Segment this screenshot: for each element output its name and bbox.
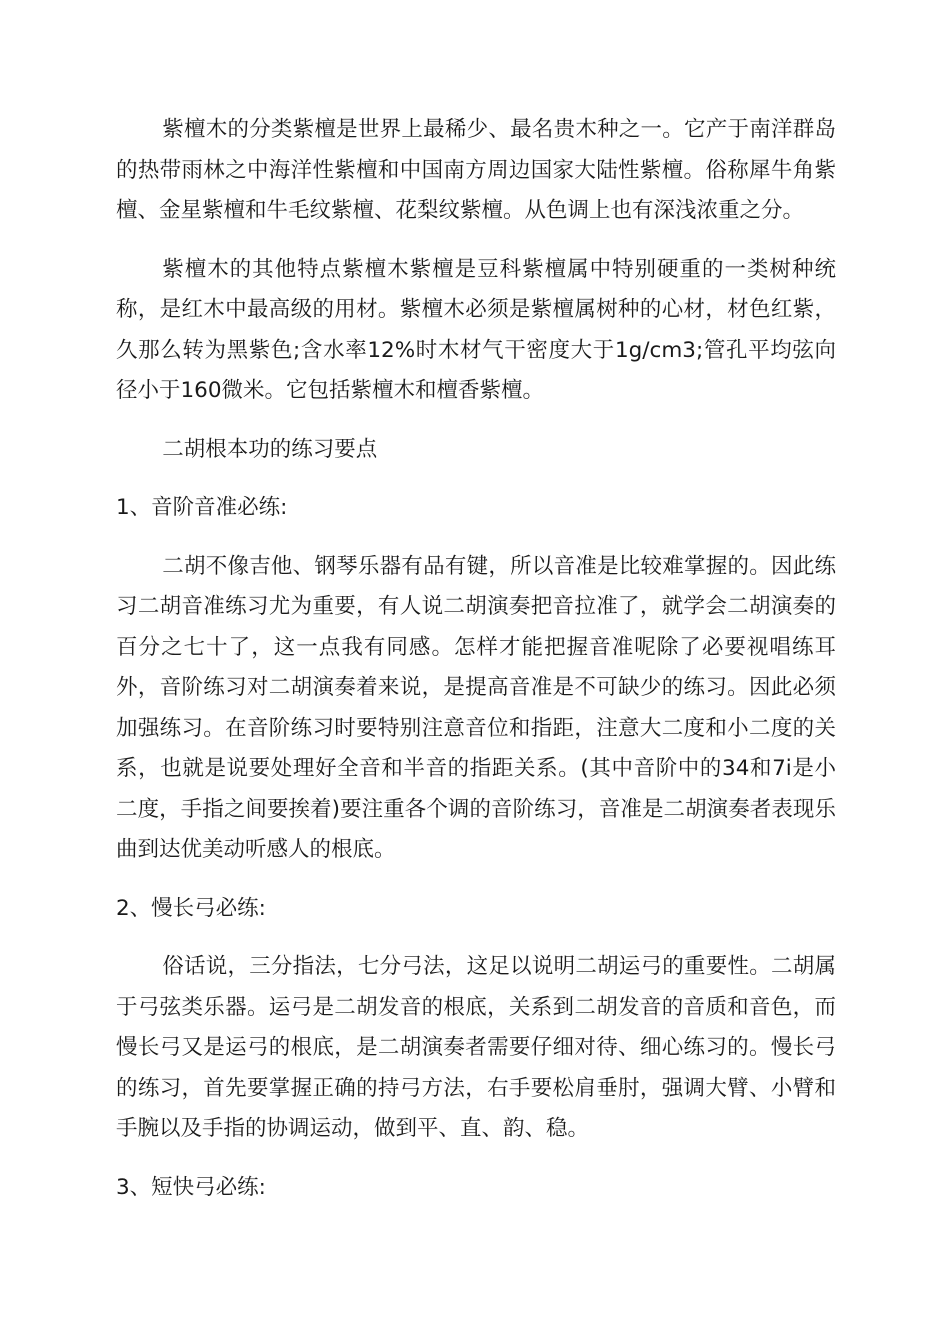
paragraph-scale-intonation: 二胡不像吉他、钢琴乐器有品有键，所以音准是比较难掌握的。因此练习二胡音准练习尤为重要，有人说二胡演奏把音拉准了，就学会二胡演奏的百分之七十了，这一点我有同感。怎样才能把握音准呢除了必要视唱练耳外，音阶练习对二胡演奏着来说，是提高音准是不可缺少的练习。因此必须加强练习。在音阶练习时要特别注意音位和指距，注意大二度和小二度的关系，也就是说要处理好全音和半音的指距关系。(其中音阶中的34和7i是小二度，手指之间要挨着)要注重各个调的音阶练习，音准是二胡演奏者表现乐曲到达优美动听感人的根底。 bbox=[116, 553, 836, 862]
paragraph-slow-long-bow: 俗话说，三分指法，七分弓法，这足以说明二胡运弓的重要性。二胡属于弓弦类乐器。运弓是二胡发音的根底，关系到二胡发音的音质和音色，而慢长弓又是运弓的根底，是二胡演奏者需要仔细对待、细心练习的。慢长弓的练习，首先要掌握正确的持弓方法，右手要松肩垂肘，强调大臂、小臂和手腕以及手指的协调运动，做到平、直、韵、稳。 bbox=[116, 954, 836, 1141]
document-body bbox=[116, 110, 836, 1226]
heading-scale-intonation: 1、音阶音准必练: bbox=[116, 495, 288, 520]
paragraph-rosewood-classification: 紫檀木的分类紫檀是世界上最稀少、最名贵木种之一。它产于南洋群岛的热带雨林之中海洋性紫檀和中国南方周边国家大陆性紫檀。俗称犀牛角紫檀、金星紫檀和牛毛纹紫檀、花梨纹紫檀。从色调上也有深浅浓重之分。 bbox=[116, 117, 836, 223]
paragraph-rosewood-features: 紫檀木的其他特点紫檀木紫檀是豆科紫檀属中特别硬重的一类树种统称，是红木中最高级的用材。紫檀木必须是紫檀属树种的心材，材色红紫，久那么转为黑紫色;含水率12%时木材气干密度大于1g/cm3;管孔平均弦向径小于160微米。它包括紫檀木和檀香紫檀。 bbox=[116, 256, 836, 403]
heading-slow-long-bow: 2、慢长弓必练: bbox=[116, 895, 266, 921]
section-title-erhu-basics: 二胡根本功的练习要点 bbox=[162, 436, 378, 462]
heading-short-fast-bow: 3、短快弓必练: bbox=[116, 1174, 266, 1200]
